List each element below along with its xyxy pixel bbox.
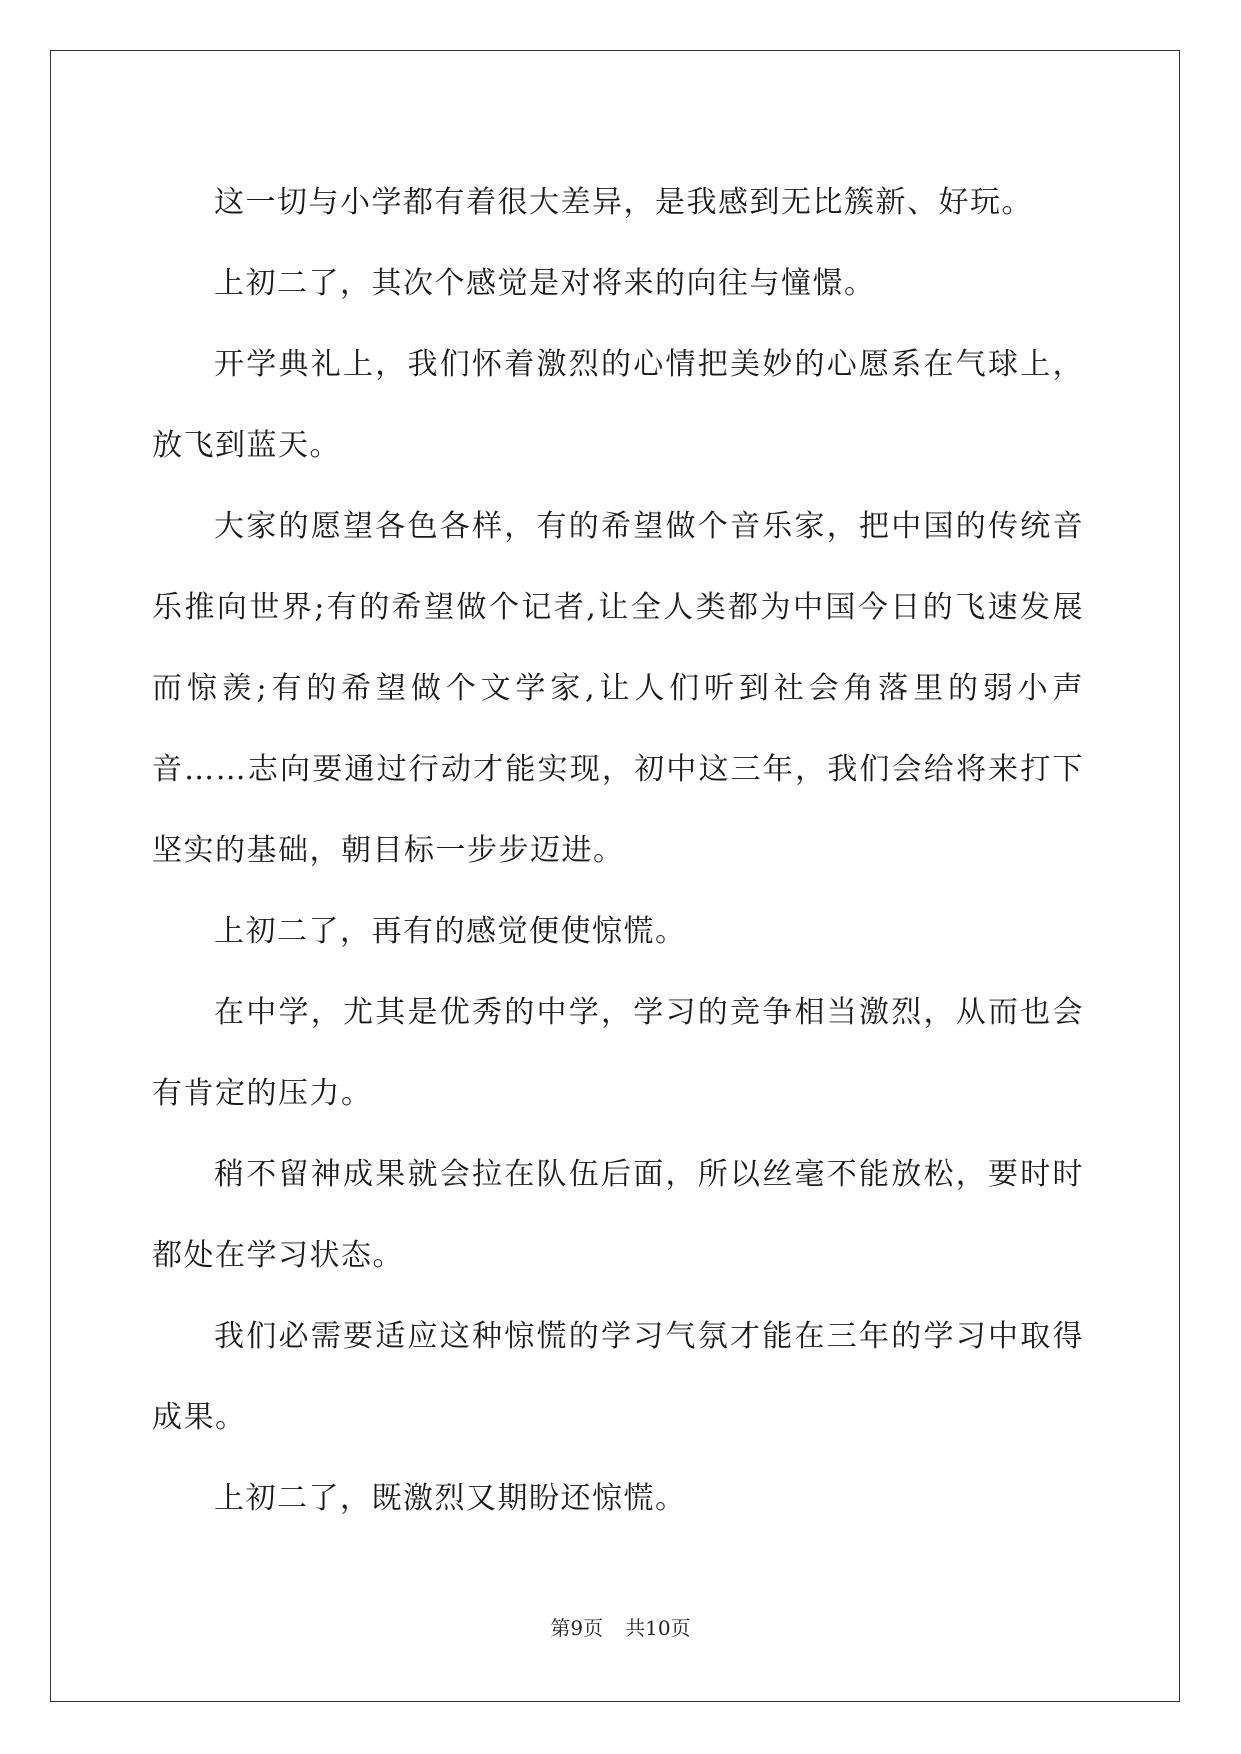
page-total: 共10页 [625, 1616, 691, 1640]
paragraph: 我们必需要适应这种惊慌的学习气氛才能在三年的学习中取得成果。 [152, 1319, 1084, 1435]
paragraph: 上初二了，既激烈又期盼还惊慌。 [214, 1481, 687, 1516]
page-footer [0, 1612, 1241, 1641]
paragraph: 上初二了，其次个感觉是对将来的向往与憧憬。 [214, 266, 876, 301]
paragraph: 上初二了，再有的感觉便使惊慌。 [214, 914, 687, 949]
paragraph: 稍不留神成果就会拉在队伍后面，所以丝毫不能放松，要时时都处在学习状态。 [152, 1157, 1084, 1273]
paragraph: 大家的愿望各色各样，有的希望做个音乐家，把中国的传统音乐推向世界;有的希望做个记者,让全人类都为中国今日的飞速发展而惊羡;有的希望做个文学家,让人们听到社会角落里的弱小声音……志向要通过行动才能实现，初中这三年，我们会给将来打下坚实的基础，朝目标一步步迈进。 [152, 509, 1084, 868]
document-body [152, 162, 1084, 1539]
page-number: 第9页 [550, 1616, 604, 1640]
paragraph: 这一切与小学都有着很大差异，是我感到无比簇新、好玩。 [214, 185, 1033, 220]
paragraph: 开学典礼上，我们怀着激烈的心情把美妙的心愿系在气球上，放飞到蓝天。 [152, 347, 1084, 463]
paragraph: 在中学，尤其是优秀的中学，学习的竞争相当激烈，从而也会有肯定的压力。 [152, 995, 1084, 1111]
